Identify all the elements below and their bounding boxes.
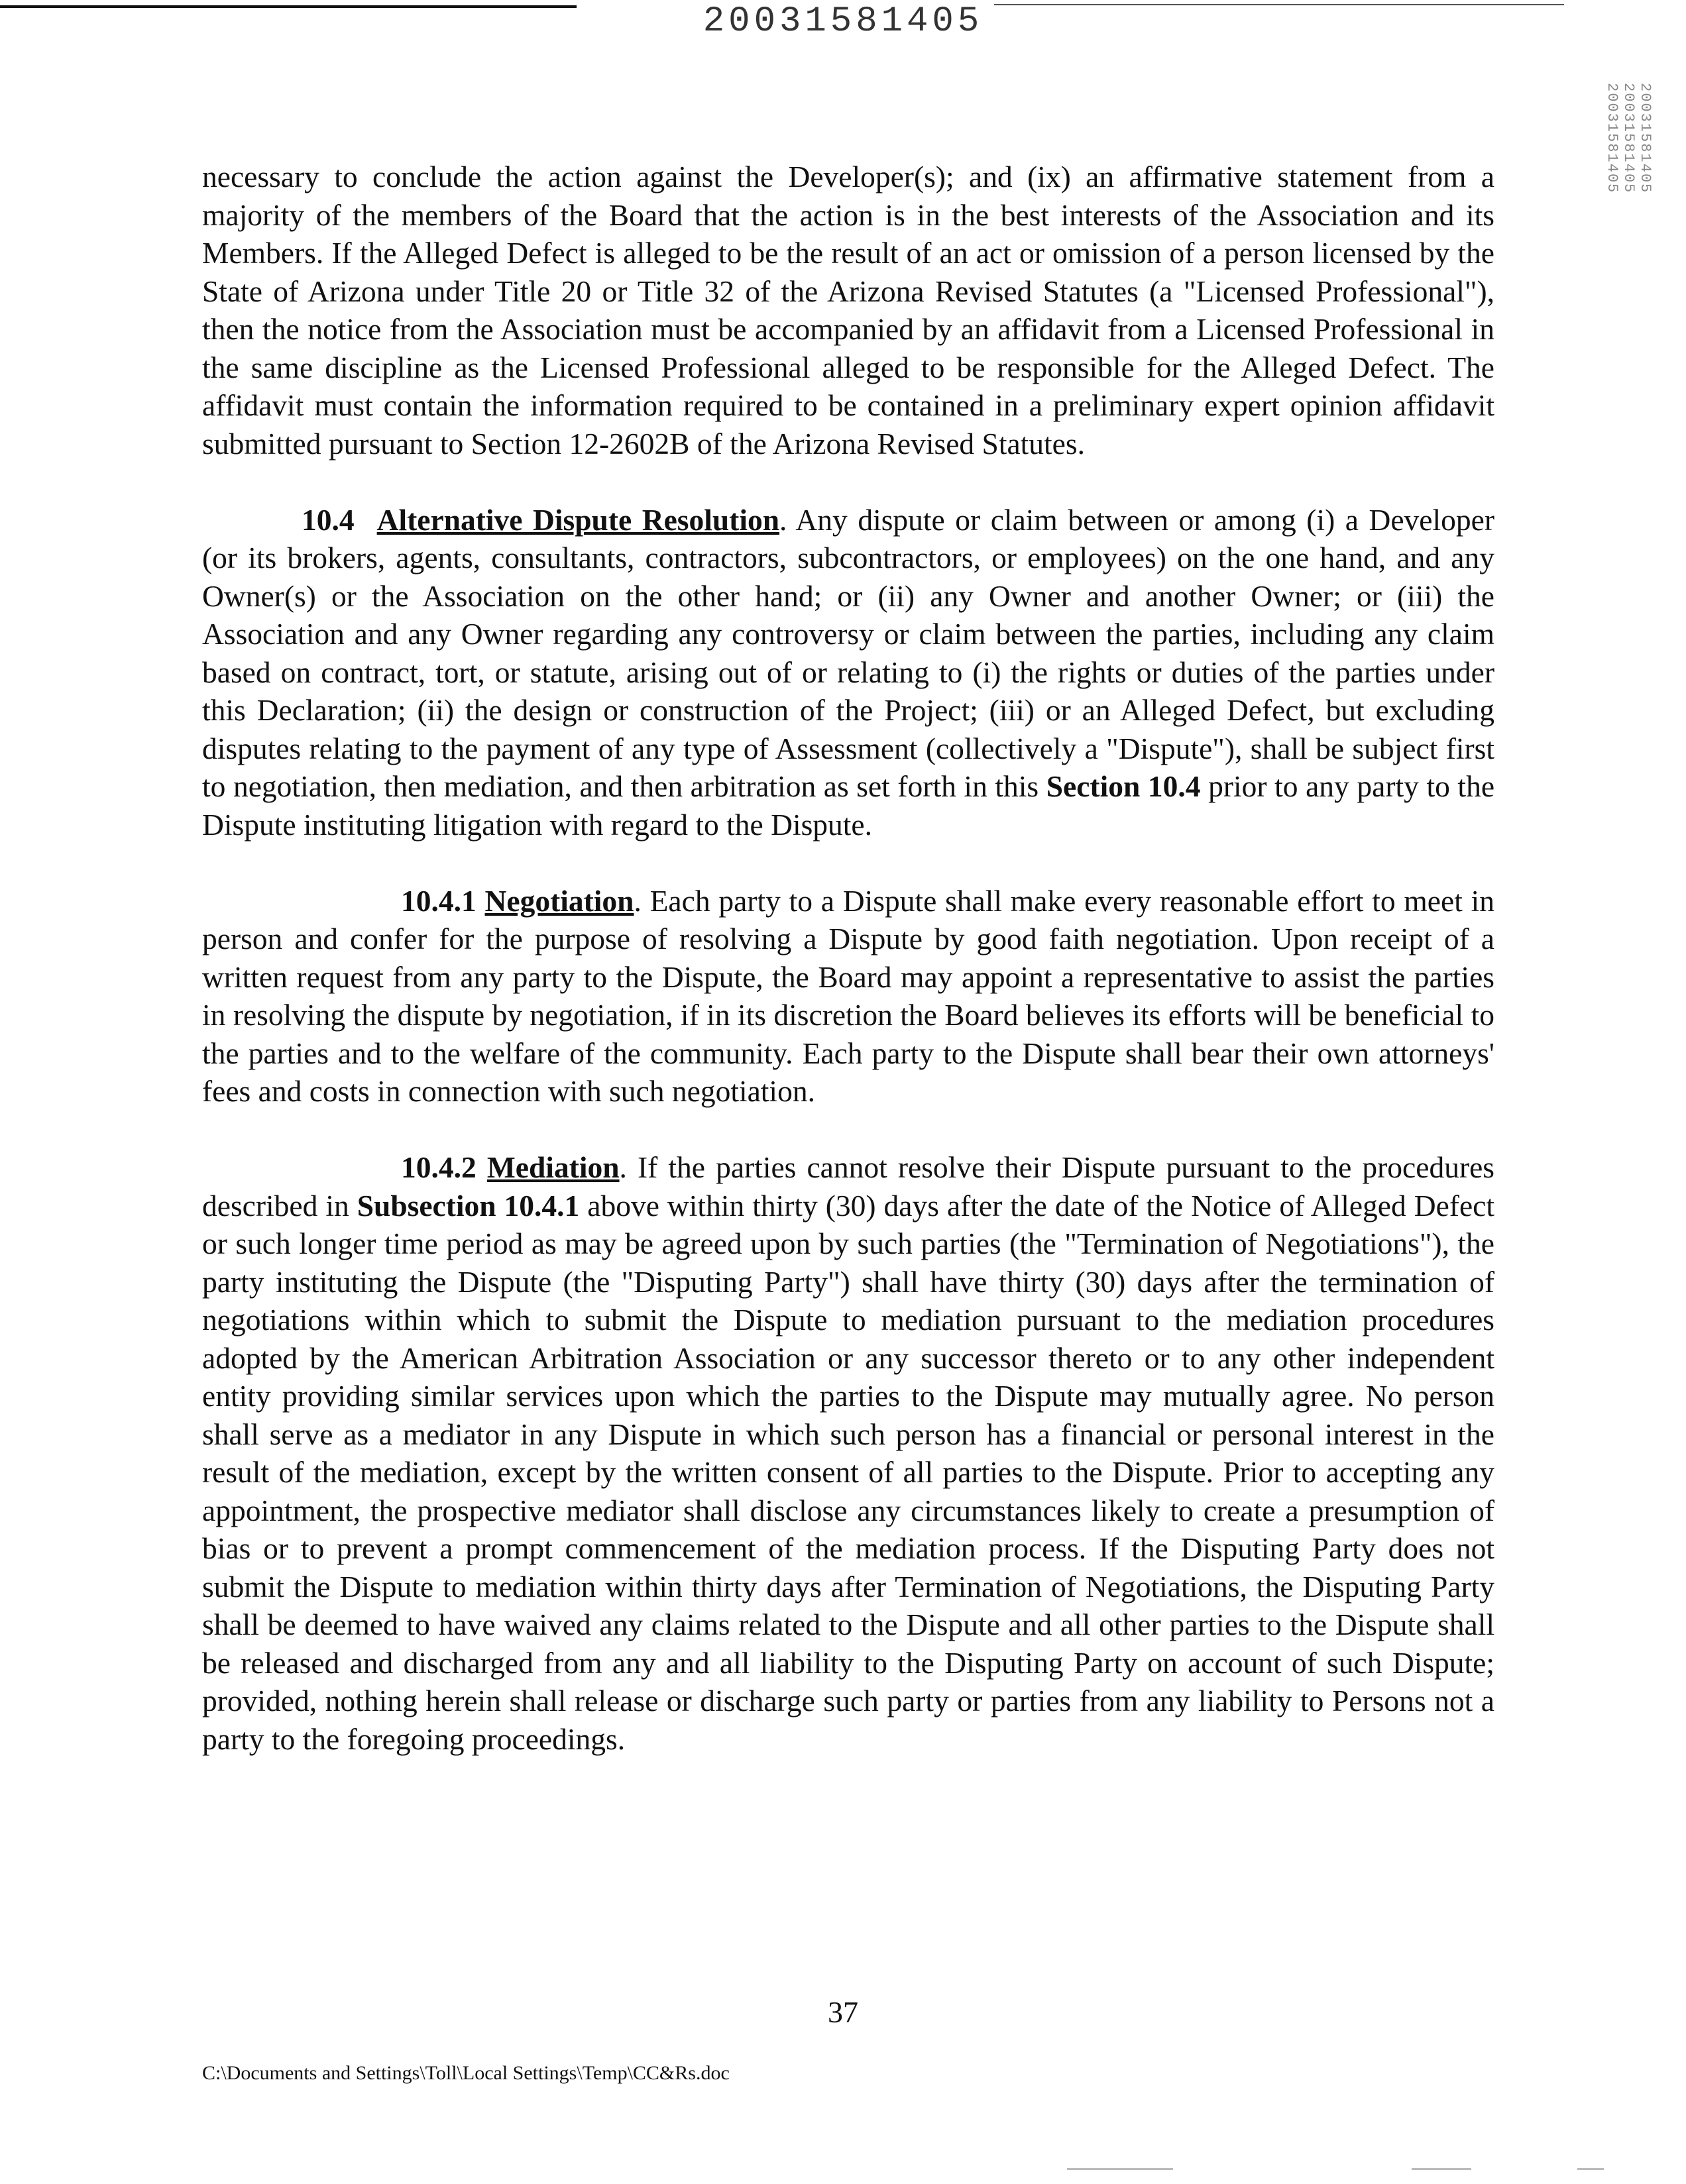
section-10-4-text-before: . Any dispute or claim between or among (i) a Developer (or its brokers, agents, consultants, contractors, subcontractors, or employees) on the one hand, and any Owner(s) or the Association on the other hand; or (ii) any Owner and another Owner; or (iii) the Association and any Owner regarding any controversy or claim between the parties, including any claim based on contract, tort, or statute, arising out of or relating to (i) the rights or duties of the parties under this Declaration; (ii) the design or construction of the Project; (iii) or an Alleged Defect, but excluding disputes relating to the payment of any type of Assessment (collectively a "Dispute"), shall be subject first to negotiation, then mediation, and then arbitration as set forth in this [202,502,1494,803]
side-stamp-line: 20031581405 [1604,83,1620,194]
section-10-4-text-after: prior to any party to the Dispute instituting litigation with regard to the Dispute. [202,769,1495,842]
section-10-4-title: Alternative Dispute Resolution [376,502,780,537]
section-10-4-1-text: . Each party to a Dispute shall make every reasonable effort to meet in person and confer for the purpose of resolving a Dispute by good faith negotiation. Upon receipt of a written request from any party to the Dispute, the Board may appoint a representative to assist the parties in resolving the dispute by negotiation, if in its discretion the Board believes its efforts will be beneficial to the parties and to the welfare of the community. Each party to the Dispute shall bear their own attorneys' fees and costs in connection with such negotiation. [202,883,1495,1108]
section-10-4-1 [202,882,1494,1111]
section-10-4-1-number: 10.4.1 [401,883,477,918]
paragraph-continuation: necessary to conclude the action against the Developer(s); and (ix) an affirmative statement from a majority of the members of the Board that the action is in the best interests of the Association and its Members. If the Alleged Defect is alleged to be the result of an act or omission of a person licensed by the State of Arizona under Title 20 or Title 32 of the Arizona Revised Statutes (a "Licensed Professional"), then the notice from the Association must be accompanied by an affidavit from a Licensed Professional in the same discipline as the Licensed Professional alleged to be responsible for the Alleged Defect. The affidavit must contain the information required to be contained in a preliminary expert opinion affidavit submitted pursuant to Section 12-2602B of the Arizona Revised Statutes. [202,160,1494,461]
side-stamp [1604,83,1654,301]
section-10-4-1-title: Negotiation [484,883,634,918]
section-10-4-2-number: 10.4.2 [401,1150,477,1184]
footer-file-path: C:\Documents and Settings\Toll\Local Settings\Temp\CC&Rs.doc [202,2062,730,2084]
section-10-4-2-text-after: above within thirty (30) days after the date of the Notice of Alleged Defect or such longer time period as may be agreed upon by such parties (the "Termination of Negotiations"), the party instituting the Dispute (the "Disputing Party") shall have thirty (30) days after the termination of negotiations within which to submit the Dispute to mediation pursuant to the mediation procedures adopted by the American Arbitration Association or any successor thereto or to any other independent entity providing similar services upon which the parties to the Dispute may mutually agree. No person shall serve as a mediator in any Dispute in which such person has a financial or personal interest in the result of the mediation, except by the written consent of all parties to the Dispute. Prior to accepting any appointment, the prospective mediator shall disclose any circumstances likely to create a presumption of bias or to prevent a prompt commencement of the mediation process. If the Disputing Party does not submit the Dispute to mediation within thirty days after Termination of Negotiations, the Disputing Party shall be deemed to have waived any claims related to the Dispute and all other parties to the Dispute shall be released and discharged from any and all liability to the Disputing Party on account of such Dispute; provided, nothing herein shall release or discharge such party or parties from any liability to Persons not a party to the foregoing proceedings. [202,1188,1494,1756]
scan-artifact [1067,2168,1173,2170]
page-number: 37 [828,1995,858,2029]
section-10-4-2-title: Mediation [486,1150,620,1184]
side-stamp-line: 20031581405 [1637,83,1654,194]
document-number: 20031581405 [702,1,984,42]
side-stamp-line: 20031581405 [1620,83,1637,194]
section-10-4-number: 10.4 [302,502,355,537]
scan-artifact [1577,2168,1604,2170]
section-10-4-2 [202,1148,1494,1758]
scan-artifact [1412,2168,1471,2170]
document-body [202,158,1494,1796]
section-10-4-2-text-before: . If the parties cannot resolve their Dispute pursuant to the procedures described in [202,1150,1495,1223]
section-10-4-2-ref: Subsection 10.4.1 [357,1188,580,1223]
section-10-4-ref: Section 10.4 [1046,769,1201,803]
section-10-4 [202,501,1494,844]
